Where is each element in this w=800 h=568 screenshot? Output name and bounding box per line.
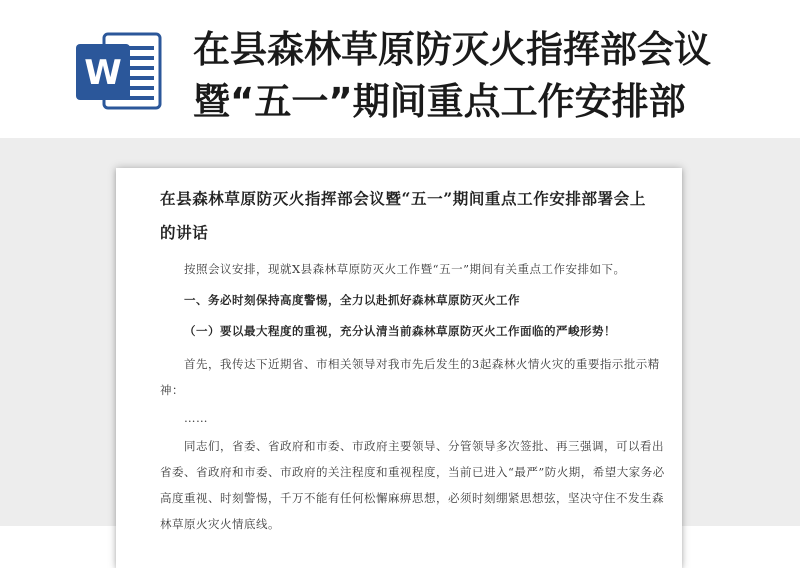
- word-document-icon: [74, 32, 164, 110]
- document-page: [116, 168, 682, 568]
- paragraph-comrades: 同志们，省委、省政府和市委、市政府主要领导、分管领导多次签批、再三强调，可以看出省委、省政府和市委、市政府的关注程度和重视程度，当前已进入“最严”防火期，希望大家务必高度重视、时刻警惕，千万不能有任何松懈麻痹思想，必须时刻绷紧思想弦，坚决守住不发生森林草原火灾火情底线。: [160, 439, 665, 531]
- subsection-heading-1: （一）要以最大程度的重视，充分认清当前森林草原防灭火工作面临的严峻形势！: [184, 324, 616, 338]
- svg-text:W: W: [84, 53, 122, 93]
- paragraph-intro: 按照会议安排，现就X县森林草原防灭火工作暨“五一”期间有关重点工作安排如下。: [184, 262, 626, 276]
- paragraph-ellipsis: ……: [184, 411, 208, 425]
- section-heading-1: 一、务必时刻保持高度警惕，全力以赴抓好森林草原防灭火工作: [184, 293, 520, 307]
- document-title: 在县森林草原防灭火指挥部会议暨“五一”期间重点工作安排部署会上的讲话: [160, 189, 646, 242]
- banner-title: 在县森林草原防灭火指挥部会议暨“五一”期间重点工作安排部: [193, 28, 711, 123]
- paragraph-first: 首先，我传达下近期省、市相关领导对我市先后发生的3起森林火情火灾的重要指示批示精神：: [160, 357, 660, 397]
- banner: [0, 0, 800, 150]
